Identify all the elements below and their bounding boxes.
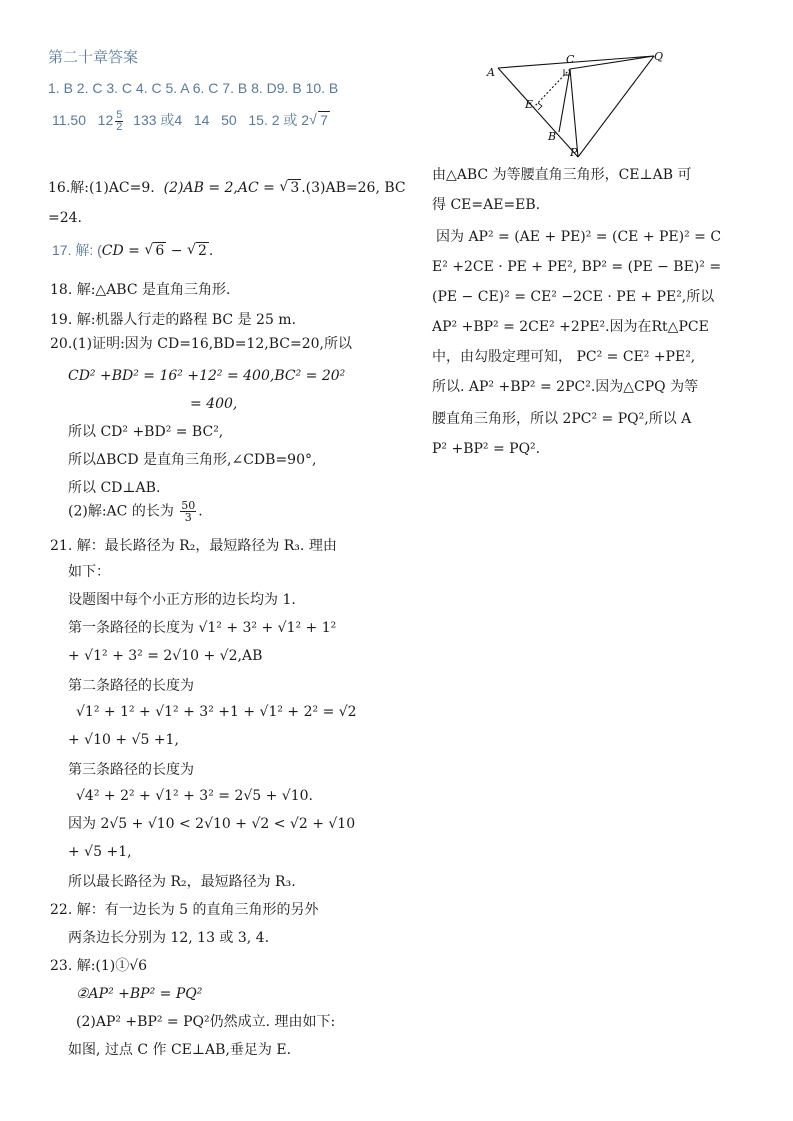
q21-line-11: 因为 2√5 + √10 < 2√10 + √2 < √2 + √10 — [68, 816, 356, 832]
right-line-4: E² +2CE · PE + PE², BP² = (PE − BE)² = — [432, 259, 722, 275]
right-line-2: 得 CE=AE=EB. — [432, 197, 541, 213]
right-line-6: AP² +BP² = 2CE² +2PE².因为在Rt△PCE — [432, 319, 709, 335]
answer-14b: 50 — [221, 112, 237, 129]
answers-row-2 — [52, 110, 330, 133]
q22-line-1: 22. 解：有一边长为 5 的直角三角形的另外 — [50, 902, 319, 918]
label-C: C — [566, 53, 575, 66]
label-A: A — [487, 66, 495, 79]
q19: 19. 解:机器人行走的路程 BC 是 25 m. — [50, 312, 297, 328]
right-line-5: (PE − CE)² = CE² −2CE · PE + PE²,所以 — [432, 289, 715, 305]
q21-line-12: + √5 +1, — [68, 844, 132, 860]
q16-line-1: 16.解:(1)AC=9. (2)AB = 2,AC = √ 3 .(3)AB=26, BC — [48, 178, 406, 198]
q23-line-1: 23. 解:(1)①√6 — [50, 958, 148, 974]
q22-line-2: 两条边长分别为 12, 13 或 3, 4. — [68, 930, 270, 946]
label-P: P — [570, 146, 578, 159]
answer-15: 15. 2 或 2√ 7 — [248, 112, 330, 128]
q23-line-2: ②AP² +BP² = PQ² — [76, 986, 203, 1002]
right-line-8: 所以. AP² +BP² = 2PC².因为△CPQ 为等 — [432, 379, 699, 395]
q23-line-3: (2)AP² +BP² = PQ²仍然成立. 理由如下: — [76, 1014, 336, 1030]
q20-line-6: 所以 CD⊥AB. — [68, 480, 161, 496]
right-line-10: P² +BP² = PQ². — [432, 441, 541, 457]
q21-line-10: √4² + 2² + √1² + 3² = 2√5 + √10. — [76, 788, 313, 804]
answer-12: 12 $\frac{5}{2}$ — [97, 109, 123, 133]
q23-line-4: 如图, 过点 C 作 CE⊥AB,垂足为 E. — [68, 1042, 292, 1058]
answer-11: 11.50 — [52, 112, 86, 129]
q16-line-2: =24. — [48, 210, 82, 226]
right-line-9: 腰直角三角形，所以 2PC² = PQ²,所以 A — [432, 411, 692, 427]
q21-line-8: + √10 + √5 +1, — [68, 732, 179, 748]
q18: 18. 解:△ABC 是直角三角形. — [50, 282, 231, 298]
geometry-figure — [486, 44, 692, 160]
q20-line-7: (2)解:AC 的长为 $\frac{50}{3}$ . — [68, 499, 203, 524]
q20-line-4: 所以 CD² +BD² = BC², — [68, 424, 224, 440]
q21-line-2: 如下： — [68, 564, 110, 580]
q21-line-4: 第一条路径的长度为 √1² + 3² + √1² + 1² — [68, 620, 337, 636]
right-line-3: 因为 AP² = (AE + PE)² = (CE + PE)² = C — [436, 229, 722, 245]
label-B: B — [548, 130, 557, 143]
label-E: E — [525, 98, 534, 111]
answer-14: 14 — [193, 112, 210, 129]
answers-row-1: 1. B 2. C 3. C 4. C 5. A 6. C 7. B 8. D9. B 10. B — [48, 80, 339, 96]
q20-line-3: = 400, — [190, 396, 238, 412]
right-line-7: 中，由勾股定理可知， PC² = CE² +PE², — [432, 349, 696, 365]
q20-line-2: CD² +BD² = 16² +12² = 400,BC² = 20² — [68, 368, 346, 384]
q21-line-9: 第三条路径的长度为 — [68, 762, 194, 778]
q20-line-5: 所以ΔBCD 是直角三角形,∠CDB=90°, — [68, 452, 317, 468]
q21-line-6: 第二条路径的长度为 — [68, 678, 194, 694]
page-title: 第二十章答案 — [48, 49, 139, 66]
q20-line-1: 20.(1)证明:因为 CD=16,BD=12,BC=20,所以 — [50, 336, 352, 352]
q21-line-1: 21. 解：最长路径为 R₂，最短路径为 R₃. 理由 — [50, 538, 337, 554]
q21-line-5: + √1² + 3² = 2√10 + √2,AB — [68, 648, 263, 664]
right-line-1: 由△ABC 为等腰直角三角形，CE⊥AB 可 — [432, 167, 692, 183]
answer-13: 133 或4 — [133, 112, 183, 129]
q21-line-3: 设题图中每个小正方形的边长均为 1. — [68, 592, 296, 608]
q17: 17. 解: (CD = √ 6 − √ 2 . — [52, 240, 213, 261]
q21-line-13: 所以最长路径为 R₂，最短路径为 R₃. — [68, 874, 296, 890]
label-Q: Q — [654, 50, 664, 63]
q21-line-7: √1² + 1² + √1² + 3² +1 + √1² + 2² = √2 — [76, 704, 357, 720]
